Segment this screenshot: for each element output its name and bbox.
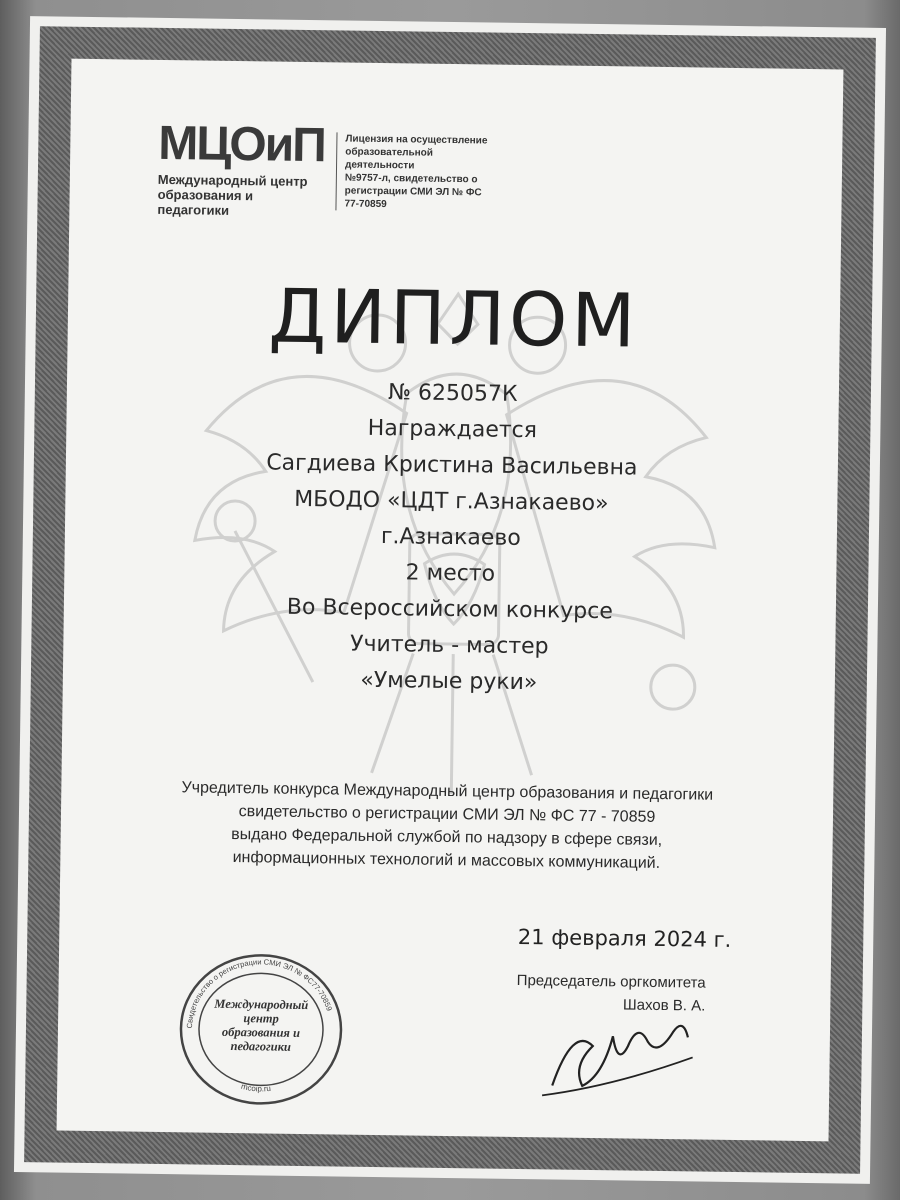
seal-ring-text: Свидетельство о регистрации СМИ ЭЛ № ФС77-70859 xyxy=(184,957,334,1029)
seal-line: педагогики xyxy=(230,1038,292,1054)
recipient-city: г.Азнакаево xyxy=(380,524,521,551)
official-seal xyxy=(175,948,347,1110)
svg-text:mcoip.ru xyxy=(240,1082,271,1094)
award-details xyxy=(63,371,839,706)
header xyxy=(157,116,495,222)
work-title: «Умелые руки» xyxy=(360,667,538,696)
diploma-paper xyxy=(57,59,844,1142)
founder-line: Учредитель конкурса Международный центр образования и педагогики xyxy=(181,779,714,804)
seal-center-text xyxy=(206,997,317,1055)
diploma-title: ДИПЛОМ xyxy=(268,273,640,365)
recipient-name: Сагдиева Кристина Васильевна xyxy=(266,450,638,481)
logo-mark: МЦОиП xyxy=(157,116,326,173)
seal-website: mcoip.ru xyxy=(240,1081,272,1094)
nomination: Учитель - мастер xyxy=(349,631,549,660)
handwritten-signature xyxy=(532,1005,703,1107)
founder-statement xyxy=(120,775,773,876)
founder-line: свидетельство о регистрации СМИ ЭЛ № ФС 77 - 70859 xyxy=(238,803,656,826)
awarded-label: Награждается xyxy=(367,415,538,444)
organization-logo xyxy=(157,116,328,219)
logo-subtitle-line: образования и педагогики xyxy=(157,186,254,218)
award-place: 2 место xyxy=(405,560,496,587)
logo-subtitle-line: Международный центр xyxy=(157,171,308,189)
license-line: Лицензия на осуществление xyxy=(345,133,488,147)
contest-name: Во Всероссийском конкурсе xyxy=(286,594,613,625)
diploma-sheet xyxy=(14,16,886,1184)
issue-date: 21 февраля 2024 г. xyxy=(517,924,732,952)
license-info xyxy=(335,132,495,212)
license-line: регистрации СМИ ЭЛ № ФС xyxy=(344,185,482,199)
license-line: №9757-л, свидетельство о xyxy=(344,172,478,186)
chairman-title: Председатель оргкомитета xyxy=(516,971,706,992)
chairman-name: Шахов В. А. xyxy=(622,996,706,1015)
seal-line: образования и xyxy=(221,1024,301,1040)
recipient-organization: МБОДО «ЦДТ г.Азнакаево» xyxy=(294,486,609,517)
founder-line: выдано Федеральной службой по надзору в сфере связи, xyxy=(231,825,663,849)
founder-line: информационных технологий и массовых коммуникаций. xyxy=(232,848,661,872)
license-line: 77-70859 xyxy=(344,198,387,211)
logo-subtitle xyxy=(157,172,328,219)
seal-line: центр xyxy=(243,1011,279,1026)
seal-line: Международный xyxy=(214,996,309,1013)
license-line: образовательной деятельности xyxy=(344,146,434,172)
diploma-number: № 625057К xyxy=(387,380,518,407)
